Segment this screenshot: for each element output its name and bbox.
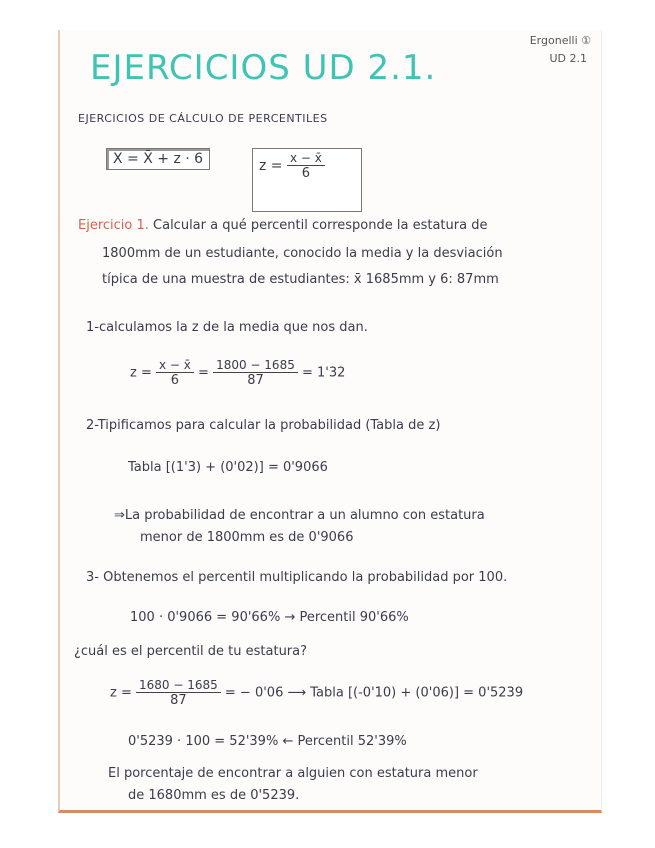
section-subtitle: EJERCICIOS DE CÁLCULO DE PERCENTILES: [78, 112, 328, 125]
step2-conclusion-line1: ⇒La probabilidad de encontrar a un alumno con estatura: [114, 508, 485, 523]
step1-equation: [130, 358, 345, 388]
step2-table-lookup: Tabla [(1'3) + (0'02)] = 0'9066: [128, 460, 328, 475]
step1-heading: 1-calculamos la z de la media que nos dan.: [86, 320, 368, 335]
notebook-page: [58, 30, 602, 813]
step2-conclusion-line2: menor de 1800mm es de 0'9066: [140, 530, 354, 545]
question-rhs: = − 0'06 ⟶ Tabla [(-0'10) + (0'06)] = 0'5239: [224, 685, 524, 701]
step1-fraction1: [156, 358, 194, 388]
step3-calculation: 100 · 0'9066 = 90'66% → Percentil 90'66%: [130, 610, 409, 625]
formula-box-z: [252, 148, 362, 212]
page-title: EJERCICIOS UD 2.1.: [90, 48, 437, 88]
step1-lhs: z =: [130, 365, 152, 381]
formula-z-fraction: [287, 151, 325, 181]
question-lhs: z =: [110, 685, 132, 701]
question-calculation: 0'5239 · 100 = 52'39% ← Percentil 52'39%: [128, 734, 407, 749]
exercise1-label: Ejercicio 1.: [78, 218, 149, 233]
step1-frac1-den: 6: [170, 373, 180, 388]
step1-frac2-den: 87: [247, 373, 264, 388]
step1-frac1-num: x − x̄: [156, 358, 194, 373]
exercise1-text1: Calcular a qué percentil corresponde la estatura de: [153, 218, 488, 233]
formula-z-denominator: 6: [301, 166, 311, 181]
step1-fraction2: [213, 358, 298, 388]
step1-frac2-num: 1800 − 1685: [213, 358, 298, 373]
question-text: ¿cuál es el percentil de tu estatura?: [74, 644, 308, 659]
author-name: Ergonelli ①: [529, 34, 591, 47]
formula-z-numerator: x − x̄: [287, 151, 325, 166]
unit-label: UD 2.1: [549, 52, 587, 65]
step1-equals: =: [198, 365, 209, 381]
formula-z-lhs: z =: [259, 158, 283, 174]
question-frac-den: 87: [170, 693, 187, 708]
step2-heading: 2-Tipificamos para calcular la probabilidad (Tabla de z): [86, 418, 441, 433]
question-conclusion-line1: El porcentaje de encontrar a alguien con estatura menor: [108, 766, 478, 781]
step3-heading: 3- Obtenemos el percentil multiplicando la probabilidad por 100.: [86, 570, 508, 585]
exercise1-statement-line2: 1800mm de un estudiante, conocido la media y la desviación: [102, 246, 503, 261]
exercise1-statement-line1: [78, 218, 487, 233]
step1-result: = 1'32: [301, 365, 346, 381]
formula-box-x: X = X̄ + z · 6: [106, 148, 210, 170]
question-equation: [110, 678, 523, 708]
exercise1-statement-line3: típica de una muestra de estudiantes: x̄ 1685mm y 6: 87mm: [102, 272, 499, 287]
question-frac-num: 1680 − 1685: [136, 678, 221, 693]
question-conclusion-line2: de 1680mm es de 0'5239.: [128, 788, 300, 803]
question-fraction: [136, 678, 221, 708]
